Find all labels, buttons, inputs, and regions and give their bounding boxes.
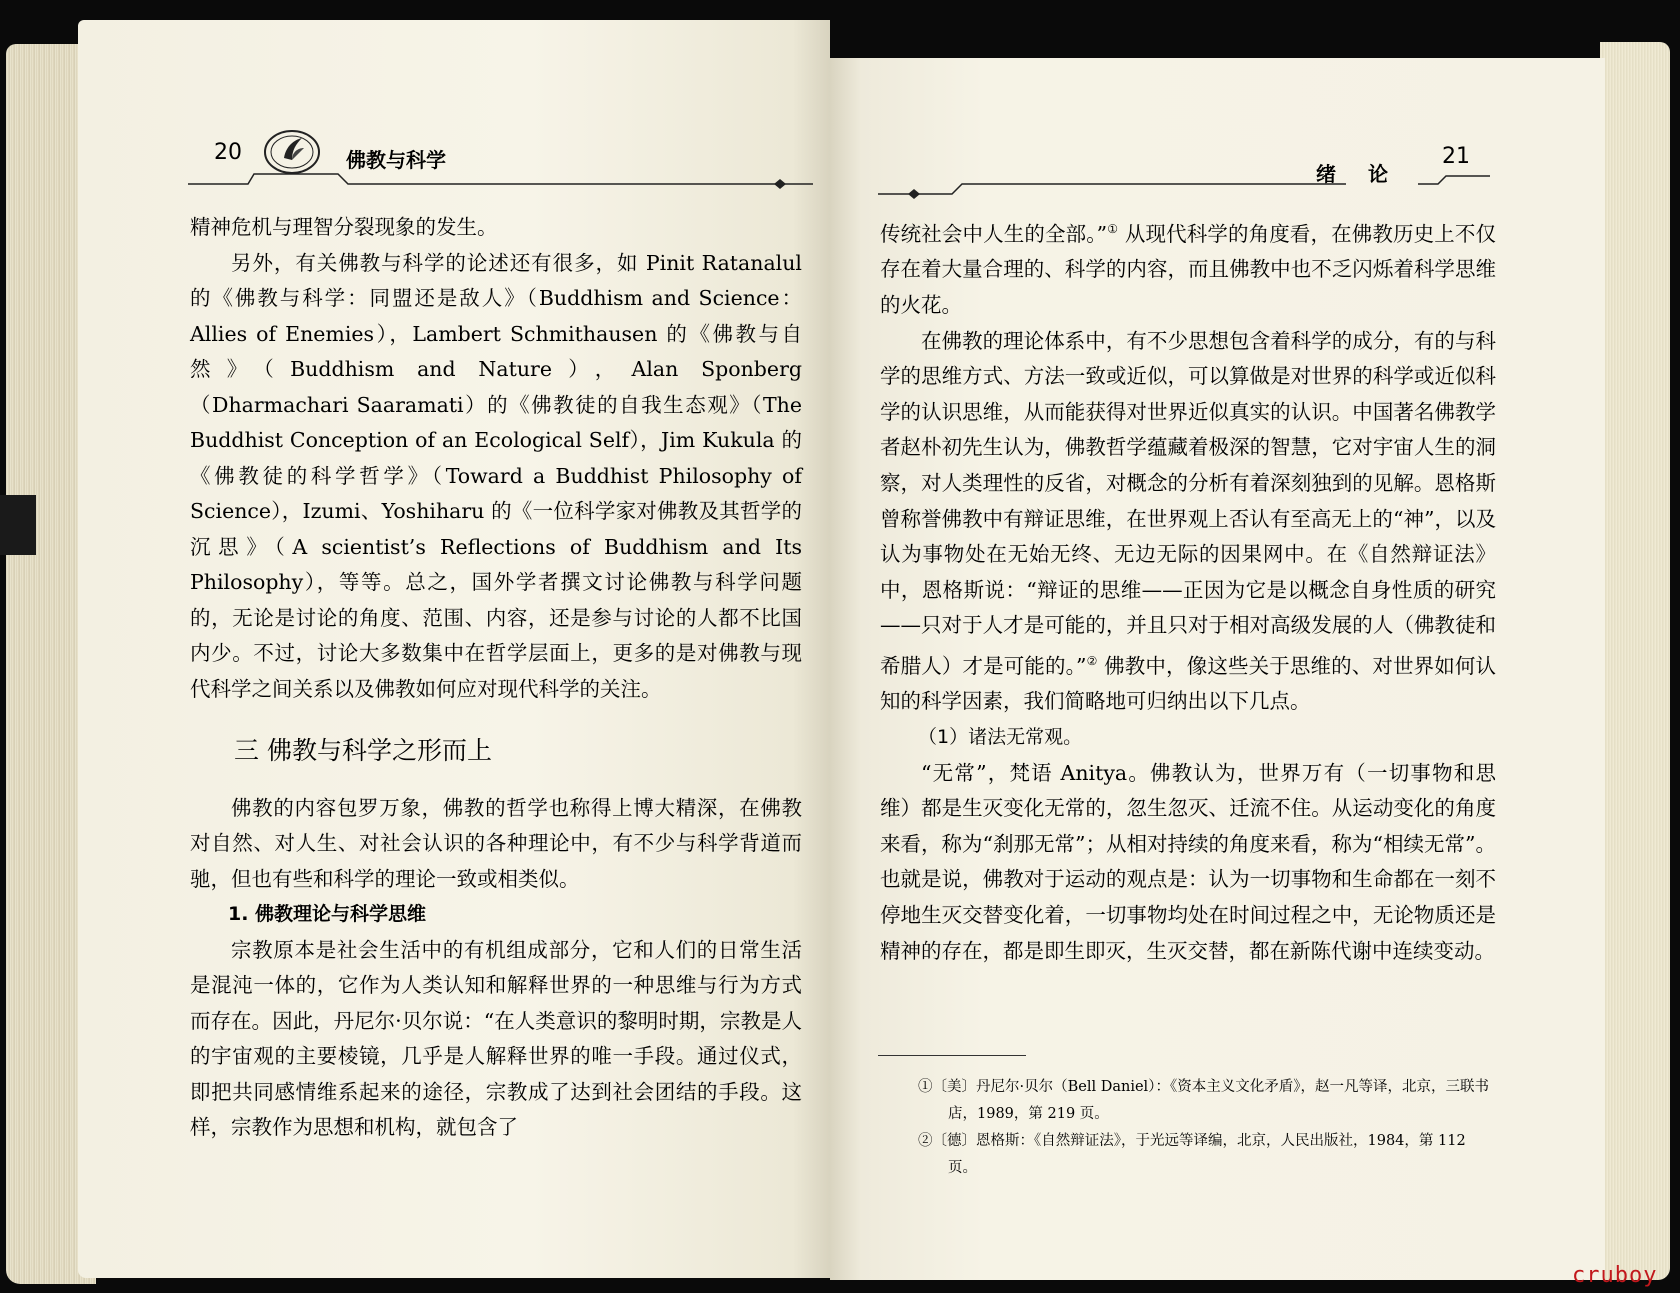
paragraph [880, 212, 1496, 324]
page-stack-right [1600, 42, 1670, 1280]
section-heading: 三 佛教与科学之形而上 [234, 736, 492, 765]
left-page-number: 20 [214, 140, 242, 165]
left-body-text [190, 210, 802, 1146]
footnote: ②〔德〕恩格斯：《自然辩证法》，于光远等译编，北京，人民出版社，1984，第 112 页。 [918, 1133, 1466, 1176]
subheading: 1. 佛教理论与科学思维 [228, 903, 427, 925]
footnote-ref: ② [1086, 653, 1098, 668]
left-running-title: 佛教与科学 [346, 148, 446, 172]
paragraph: 精神危机与理智分裂现象的发生。 [190, 215, 498, 239]
right-page-number: 21 [1442, 144, 1470, 169]
point-heading: （1）诸法无常观。 [918, 725, 1083, 748]
footnotes [918, 1074, 1498, 1182]
footnote: ①〔美〕丹尼尔·贝尔（Bell Daniel）：《资本主义文化矛盾》，赵一凡等译，北京，三联书店，1989，第 219 页。 [918, 1079, 1489, 1122]
paragraph-text: 从现代科学的角度看，在佛教历史上不仅存在着大量合理的、科学的内容，而且佛教中也不乏闪烁着科学思维的火花。 [880, 221, 1497, 318]
footnote-ref: ① [1107, 222, 1119, 236]
left-header-rule [188, 160, 813, 194]
paragraph: 宗教原本是社会生活中的有机组成部分，它和人们的日常生活是混沌一体的，它作为人类认知和解释世界的一种思维与行为方式而存在。因此，丹尼尔·贝尔说：“在人类意识的黎明时期，宗教是人的宇宙观的主要棱镜，几乎是人解释世界的唯一手段。通过仪式，即把共同感情维系起来的途径，宗教成了达到社会团结的手段。这样，宗教作为思想和机构，就包含了 [190, 937, 802, 1139]
right-header-rule [878, 168, 1490, 202]
paragraph-text: 传统社会中人生的全部。” [880, 221, 1108, 246]
paragraph: “无常”，梵语 Anitya。佛教认为，世界万有（一切事物和思维）都是生灭变化无常的，忽生忽灭、迁流不住。从运动变化的角度来看，称为“刹那无常”；从相对持续的角度来看，称为“相续无常”。也就是说，佛教对于运动的观点是：认为一切事物和生命都在一刻不停地生灭交替变化着，一切事物均处在时间过程之中，无论物质还是精神的存在，都是即生即灭，生灭交替，都在新陈代谢中连续变动。 [880, 760, 1496, 963]
paragraph: 佛教的内容包罗万象，佛教的哲学也称得上博大精深，在佛教对自然、对人生、对社会认识的各种理论中，有不少与科学背道而驰，但也有些和科学的理论一致或相类似。 [190, 795, 802, 891]
watermark: cruboy [1572, 1263, 1658, 1288]
book-spine-mark [0, 495, 36, 555]
right-running-title: 绪 论 [1316, 162, 1394, 186]
paragraph-text: 佛教中，像这些关于思维的、对世界如何认知的科学因素，我们简略地可归纳出以下几点。 [880, 653, 1496, 714]
paragraph-text: 在佛教的理论体系中，有不少思想包含着科学的成分，有的与科学的思维方式、方法一致或近似，可以算做是对世界的科学或近似科学的认识思维，从而能获得对世界近似真实的认识。中国著名佛教学者赵朴初先生认为，佛教哲学蕴藏着极深的智慧，它对宇宙人生的洞察，对人类理性的反省，对概念的分析有着深刻独到的见解。恩格斯曾称誉佛教中有辩证思维，在世界观上否认有至高无上的“神”，以及认为事物处在无始无终、无边无际的因果网中。在《自然辩证法》中，恩格斯说：“辩证的思维——正因为它是以概念自身性质的研究——只对于人才是可能的，并且只对于相对高级发展的人（佛教徒和希腊人）才是可能的。” [880, 328, 1496, 678]
footnote-divider [878, 1055, 1026, 1056]
paragraph [880, 324, 1496, 720]
paragraph: 另外，有关佛教与科学的论述还有很多，如 Pinit Ratanalul 的《佛教与科学：同盟还是敌人》（Buddhism and Science：Allies of Enemies），Lambert Schmithausen 的《佛教与自然》（Buddhism and Nature），Alan Sponberg（Dharmachari Saaramati）的《佛教徒的自我生态观》（The Buddhist Conception of an Ecological Self），Jim Kukula 的《佛教徒的科学哲学》（Toward a Buddhist Philosophy of Science），Izumi、Yoshiharu 的《一位科学家对佛教及其哲学的沉思》（A scientist’s Reflections of Buddhism and Its Philosophy），等等。总之，国外学者撰文讨论佛教与科学问题的，无论是讨论的角度、范围、内容，还是参与讨论的人都不比国内少。不过，讨论大多数集中在哲学层面上，更多的是对佛教与现代科学之间关系以及佛教如何应对现代科学的关注。 [190, 250, 802, 701]
right-body-text [880, 212, 1496, 969]
